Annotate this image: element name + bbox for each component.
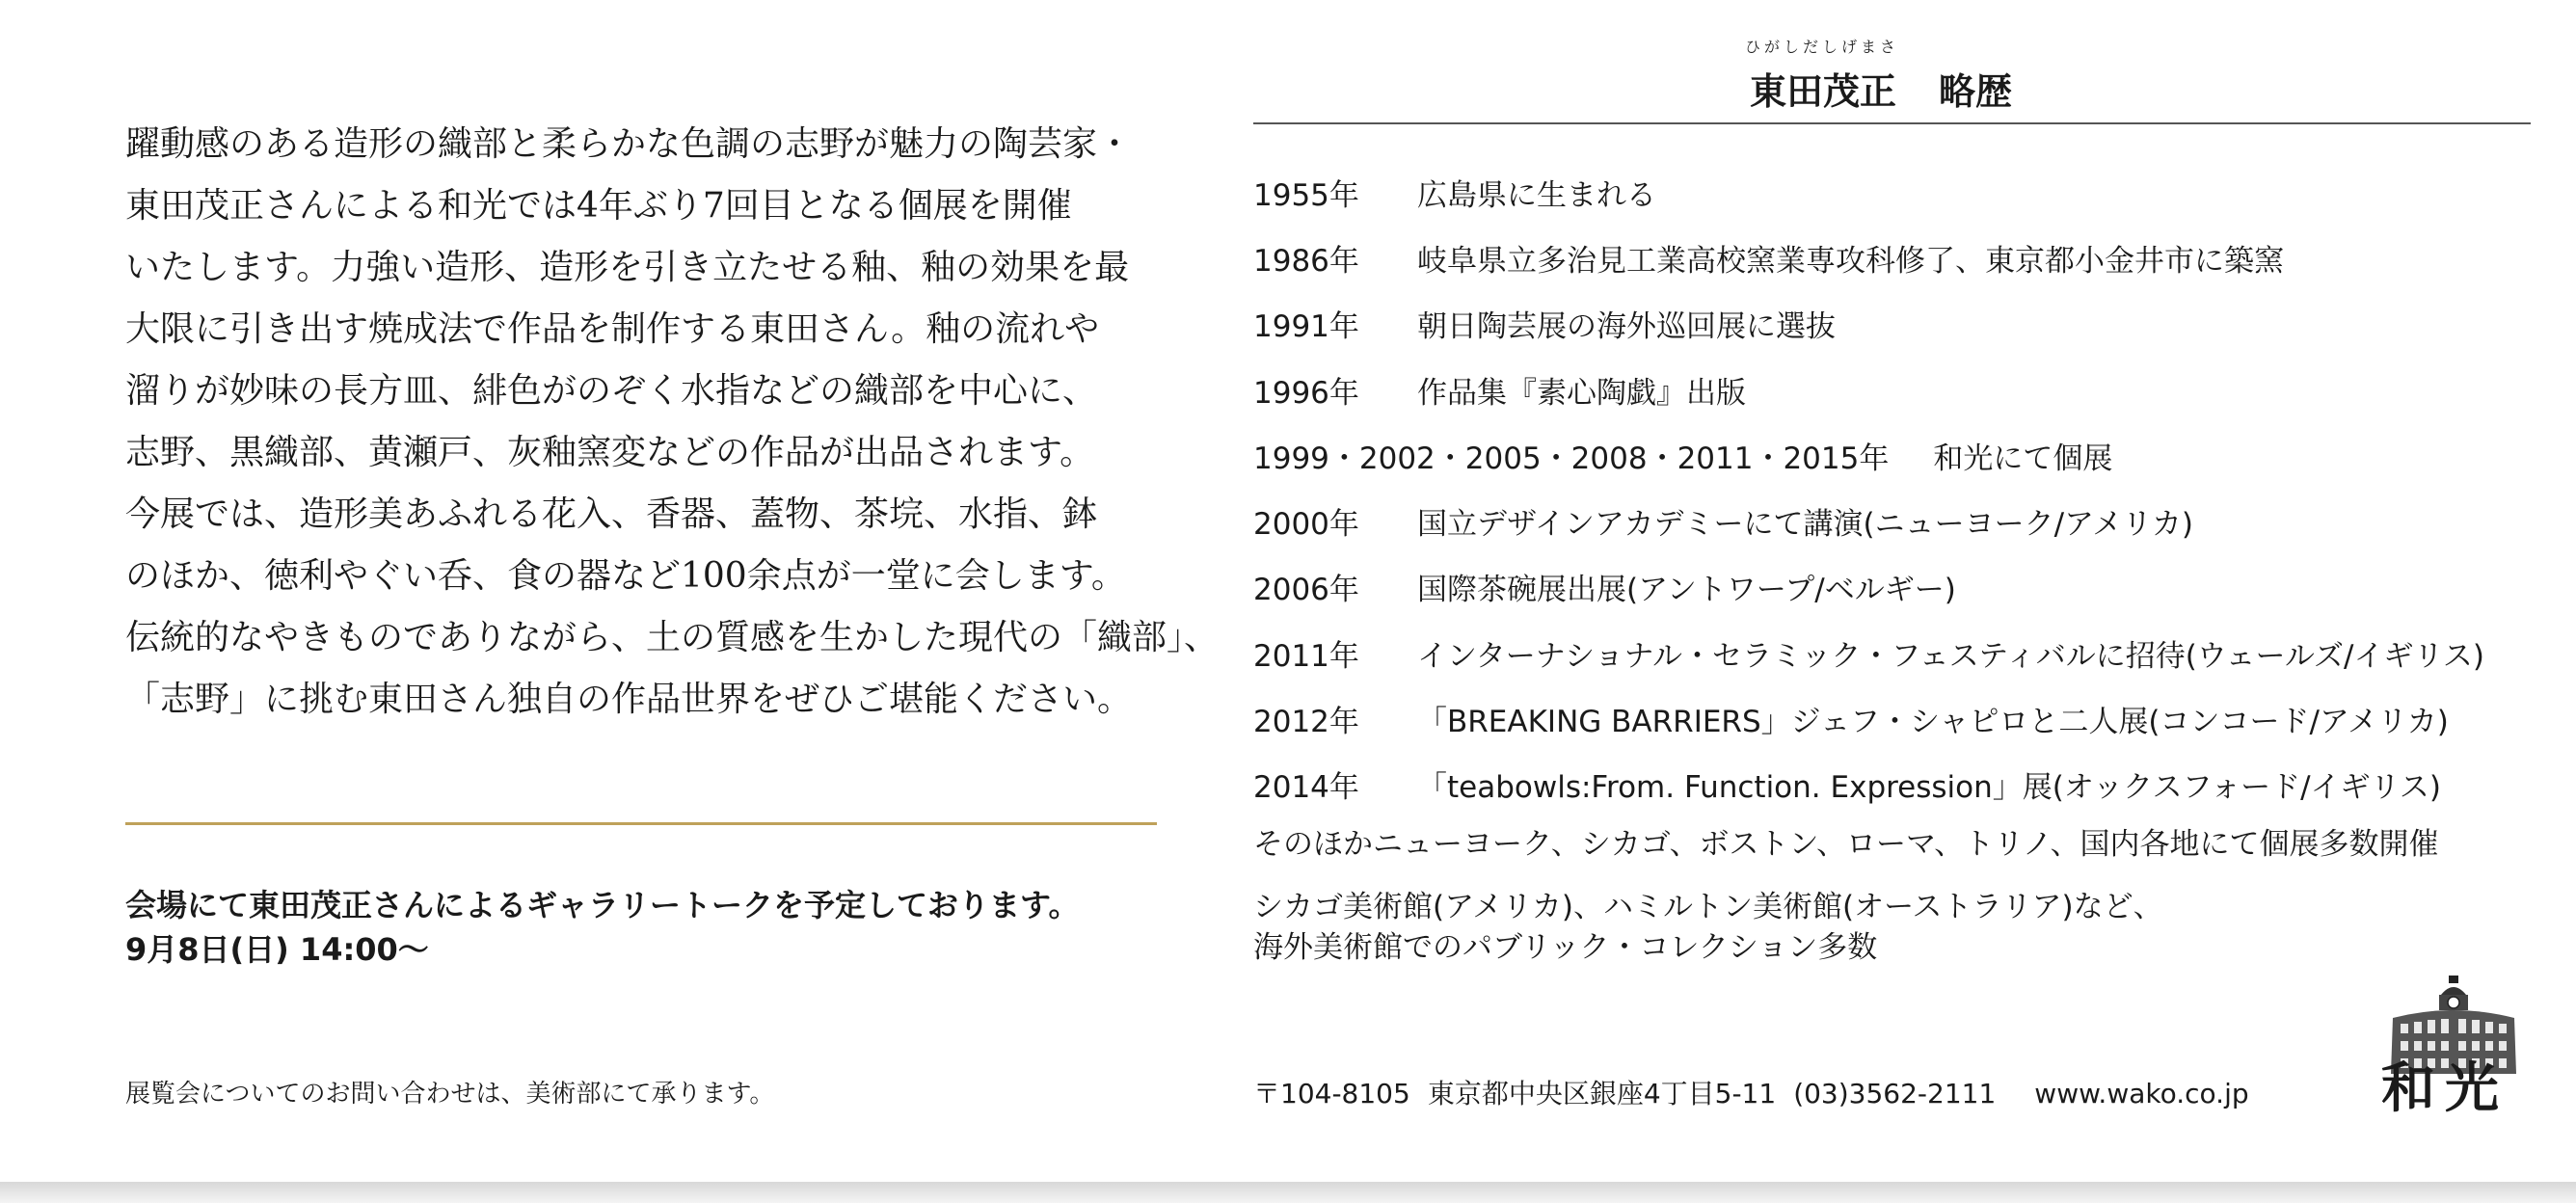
intro-paragraph: [125, 114, 1220, 731]
address: 東京都中央区銀座4丁目5-11: [1427, 1078, 1777, 1109]
timeline-year: 2011年: [1253, 638, 1359, 674]
inquiry-note: 展覧会についてのお問い合わせは、美術部にて承ります。: [125, 1080, 775, 1109]
timeline-event: 朝日陶芸展の海外巡回展に選抜: [1417, 309, 1836, 345]
timeline-event: 和光にて個展: [1933, 441, 2113, 476]
timeline-row: [1253, 752, 2545, 817]
intro-line: 志野、黒織部、黄瀬戸、灰釉窯変などの作品が出品されます。: [125, 433, 1095, 472]
wako-logo: 和光: [2381, 1056, 2509, 1120]
page-edge-shadow: [0, 1182, 2576, 1203]
artist-name: 東田茂正: [1750, 70, 1897, 113]
intro-line: 今展では、造形美あふれる花入、香器、蓋物、茶垸、水指、鉢: [125, 495, 1098, 534]
intro-section: [125, 114, 1220, 731]
intro-line: 東田茂正さんによる和光では4年ぶり7回目となる個展を開催: [125, 186, 1072, 226]
collections-line: 海外美術館でのパブリック・コレクション多数: [1253, 930, 1878, 965]
profile-title: [1750, 62, 2012, 115]
timeline-row: [1253, 685, 2545, 751]
collections-note: [1253, 887, 2163, 968]
intro-line: 「志野」に挑む東田さん独自の作品世界をぜひご堪能ください。: [125, 680, 1133, 719]
timeline-event: 「teabowls:From. Function. Expression」展(オックスフォード/イギリス): [1417, 770, 2442, 806]
timeline-year: 2014年: [1253, 770, 1359, 806]
timeline-event: 「BREAKING BARRIERS」ジェフ・シャピロと二人展(コンコード/アメリカ): [1417, 705, 2449, 740]
gallery-talk-date: 9月8日(日) 14:00〜: [125, 931, 429, 968]
timeline-year: 1999・2002・2005・2008・2011・2015年: [1253, 441, 1890, 476]
website-link[interactable]: www.wako.co.jp: [2034, 1078, 2249, 1109]
other-exhibitions: そのほかニューヨーク、シカゴ、ボストン、ローマ、トリノ、国内各地にて個展多数開催: [1253, 827, 2439, 862]
intro-line: 躍動感のある造形の織部と柔らかな色調の志野が魅力の陶芸家・: [125, 124, 1133, 164]
timeline-event: 岐阜県立多治見工業高校窯業専攻科修了、東京都小金井市に築窯: [1417, 243, 2284, 279]
timeline-year: 2012年: [1253, 705, 1359, 740]
phone-number: (03)3562-2111: [1793, 1078, 1997, 1109]
timeline-event: 国立デザインアカデミーにて講演(ニューヨーク/アメリカ): [1417, 507, 2193, 543]
timeline-event: 作品集『素心陶戯』出版: [1417, 375, 1746, 411]
timeline-year: 1996年: [1253, 375, 1359, 411]
postal-code: 〒104-8105: [1253, 1078, 1410, 1109]
timeline-event: 広島県に生まれる: [1417, 177, 1656, 213]
collections-line: シカゴ美術館(アメリカ)、ハミルトン美術館(オーストラリア)など、: [1253, 890, 2163, 924]
timeline-row: [1253, 159, 2545, 225]
timeline-year: 1986年: [1253, 243, 1359, 279]
intro-line: 大限に引き出す焼成法で作品を制作する東田さん。釉の流れや: [125, 309, 1100, 349]
career-timeline: [1253, 159, 2545, 817]
gold-divider: [125, 822, 1157, 825]
timeline-row: [1253, 620, 2545, 685]
timeline-row: [1253, 422, 2545, 488]
timeline-row: [1253, 488, 2545, 553]
timeline-row: [1253, 357, 2545, 422]
contact-footer: [1253, 1073, 2249, 1111]
intro-line: いたします。力強い造形、造形を引き立たせる釉、釉の効果を最: [125, 248, 1130, 287]
timeline-event: 国際茶碗展出展(アントワープ/ベルギー): [1417, 573, 1956, 608]
profile-divider: [1253, 122, 2531, 124]
timeline-event: インターナショナル・セラミック・フェスティバルに招待(ウェールズ/イギリス): [1417, 638, 2484, 674]
timeline-year: 1991年: [1253, 309, 1359, 345]
timeline-row: [1253, 554, 2545, 620]
intro-line: のほか、徳利やぐい呑、食の器など100余点が一堂に会します。: [125, 556, 1126, 596]
profile-label: 略歴: [1939, 70, 2013, 113]
name-ruby: ひがしだしげまさ: [1745, 38, 1900, 56]
gallery-talk-text: 会場にて東田茂正さんによるギャラリートークを予定しております。: [125, 887, 1080, 923]
timeline-year: 2000年: [1253, 507, 1359, 543]
intro-line: 伝統的なやきものでありながら、土の質感を生かした現代の「織部」、: [125, 618, 1220, 657]
intro-line: 溜りが妙味の長方皿、緋色がのぞく水指などの織部を中心に、: [125, 371, 1098, 411]
timeline-row: [1253, 225, 2545, 290]
timeline-row: [1253, 291, 2545, 357]
gallery-talk-notice: [125, 883, 1079, 972]
timeline-year: 1955年: [1253, 177, 1359, 213]
timeline-year: 2006年: [1253, 573, 1359, 608]
